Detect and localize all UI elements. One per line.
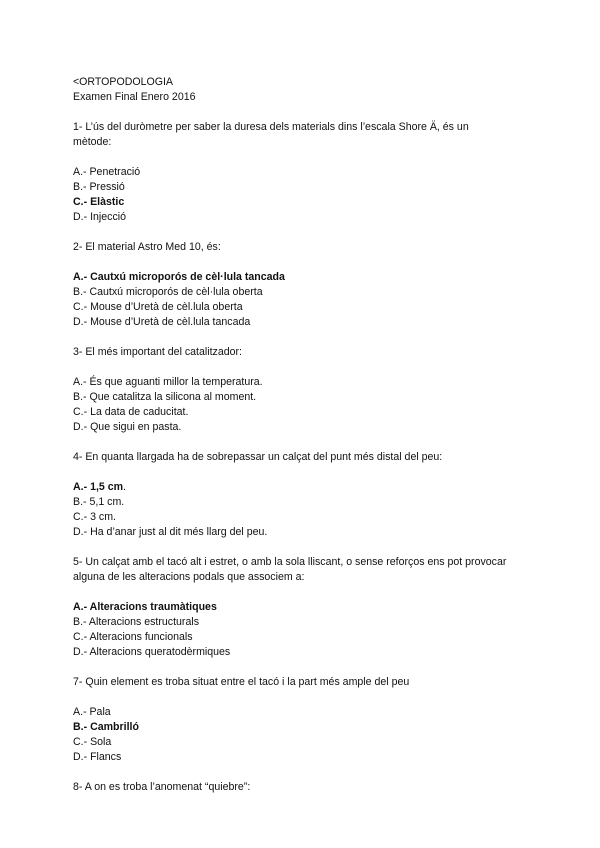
answer-option-text: D.- Alteracions queratodèrmiques (73, 646, 231, 658)
question-text: alguna de les alteracions podals que associem a: (73, 571, 305, 583)
answer-option-text: A.- És que aguanti millor la temperatura. (73, 376, 263, 388)
question-text: 4- En quanta llargada ha de sobrepassar un calçat del punt més distal del peu: (73, 451, 443, 463)
spacer (73, 150, 573, 165)
exam-title: Examen Final Enero 2016 (73, 91, 196, 103)
spacer (73, 795, 573, 810)
answer-option-correct (73, 270, 573, 285)
answer-option (73, 645, 573, 660)
answer-option (73, 495, 573, 510)
answer-option (73, 630, 573, 645)
answer-option (73, 285, 573, 300)
question-block (73, 780, 573, 810)
answer-option (73, 180, 573, 195)
spacer (73, 360, 573, 375)
answer-option-text: D.- Injecció (73, 211, 126, 223)
answer-option-correct (73, 720, 573, 735)
spacer (73, 105, 573, 120)
spacer (73, 435, 573, 450)
answer-option-correct (73, 600, 573, 615)
answer-option-text: A.- 1,5 cm (73, 481, 124, 493)
answer-option-text: C.- Sola (73, 736, 112, 748)
answer-option-correct (73, 195, 573, 210)
question-block (73, 240, 573, 345)
question-text: 1- L’ús del duròmetre per saber la duresa dels materials dins l’escala Shore Ä, és un (73, 121, 469, 133)
question-block (73, 675, 573, 780)
spacer (73, 660, 573, 675)
answer-option-text: B.- 5,1 cm. (73, 496, 125, 508)
question-text: 2- El material Astro Med 10, és: (73, 241, 221, 253)
answer-option (73, 420, 573, 435)
spacer (73, 690, 573, 705)
answer-option (73, 300, 573, 315)
exam-document (73, 75, 573, 810)
answer-option (73, 390, 573, 405)
question-block (73, 555, 573, 675)
answer-option-text: D.- Mouse d’Uretà de cèl.lula tancada (73, 316, 251, 328)
answer-option-text: B.- Pressió (73, 181, 125, 193)
answer-option-text: D.- Ha d’anar just al dit més llarg del peu. (73, 526, 268, 538)
spacer (73, 225, 573, 240)
answer-option-text: A.- Penetració (73, 166, 141, 178)
question-text: 7- Quin element es troba situat entre el tacó i la part més ample del peu (73, 676, 410, 688)
answer-option-text: D.- Que sigui en pasta. (73, 421, 182, 433)
question-block (73, 120, 573, 240)
spacer (73, 255, 573, 270)
question-block (73, 450, 573, 555)
spacer (73, 585, 573, 600)
answer-option (73, 735, 573, 750)
answer-option-text: D.- Flancs (73, 751, 122, 763)
question-text: 3- El més important del catalitzador: (73, 346, 242, 358)
answer-option-correct (73, 480, 573, 495)
question-block (73, 345, 573, 450)
answer-option (73, 705, 573, 720)
answer-option (73, 375, 573, 390)
answer-option-text: A.- Pala (73, 706, 111, 718)
answer-option-text: C.- Elàstic (73, 196, 125, 208)
answer-option-text: C.- La data de caducitat. (73, 406, 189, 418)
question-text: 5- Un calçat amb el tacó alt i estret, o amb la sola lliscant, o sense reforços ens pot provocar (73, 556, 507, 568)
answer-option (73, 210, 573, 225)
answer-option-text: A.- Cautxú microporós de cèl·lula tancada (73, 271, 285, 283)
answer-option (73, 750, 573, 765)
answer-option (73, 510, 573, 525)
question-text: mètode: (73, 136, 112, 148)
spacer (73, 330, 573, 345)
course-title: <ORTOPODOLOGIA (73, 76, 173, 88)
answer-option-text: B.- Alteracions estructurals (73, 616, 199, 628)
answer-option (73, 525, 573, 540)
spacer (73, 540, 573, 555)
answer-option-text: B.- Cambrilló (73, 721, 139, 733)
answer-option (73, 165, 573, 180)
answer-option-text: B.- Cautxú microporós de cèl·lula oberta (73, 286, 263, 298)
spacer (73, 465, 573, 480)
answer-option-text: B.- Que catalitza la silicona al moment. (73, 391, 257, 403)
questions-list (73, 120, 573, 810)
answer-option (73, 315, 573, 330)
answer-option-text: A.- Alteracions traumàtiques (73, 601, 217, 613)
question-text: 8- A on es troba l’anomenat “quiebre”: (73, 781, 251, 793)
answer-option-text: C.- Mouse d’Uretà de cèl.lula oberta (73, 301, 243, 313)
answer-option-suffix: . (123, 481, 126, 493)
answer-option-text: C.- Alteracions funcionals (73, 631, 193, 643)
answer-option (73, 405, 573, 420)
answer-option (73, 615, 573, 630)
answer-option-text: C.- 3 cm. (73, 511, 116, 523)
spacer (73, 765, 573, 780)
